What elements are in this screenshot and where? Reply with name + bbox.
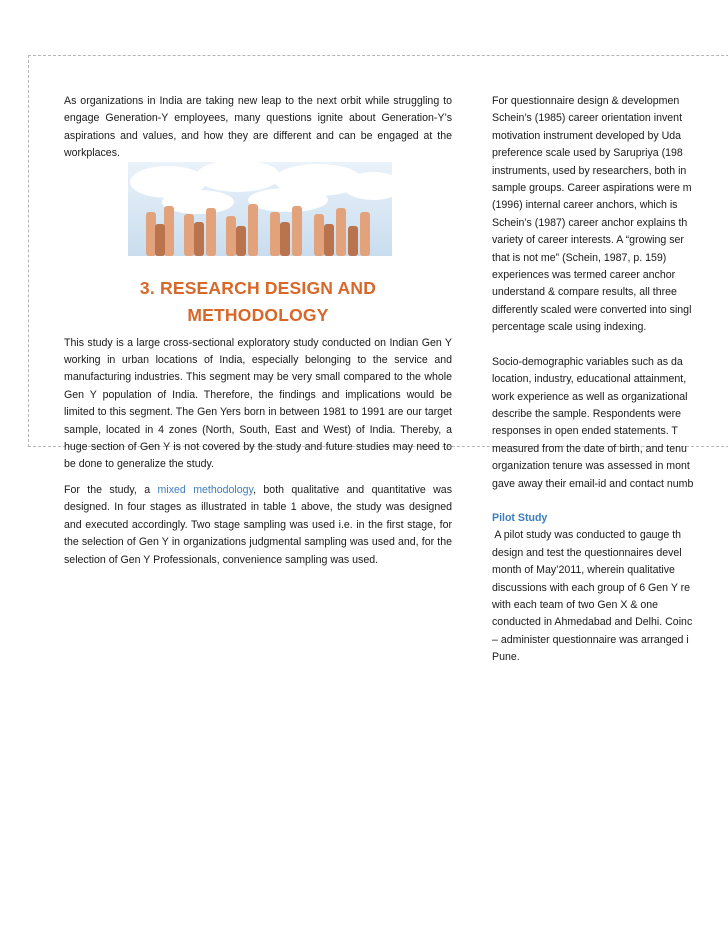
text-line: sample groups. Career aspirations were m (492, 182, 692, 195)
text-line: variety of career interests. A “growing ser (492, 234, 684, 247)
text-line: Schein’s (1985) career orientation invent (492, 112, 683, 125)
text-line: conducted in Ahmedabad and Delhi. Coinc (492, 616, 693, 629)
methodology-paragraph (64, 482, 452, 569)
text-line: instruments, used by researchers, both in (492, 164, 687, 177)
pilot-study-paragraph (492, 527, 728, 666)
text-line: percentage scale using indexing. (492, 321, 647, 334)
intro-paragraph: As organizations in India are taking new leap to the next orbit while struggling to engage Generation-Y employees, many questions ignite about Generation-Y’s aspirations and values, and how they are different and can be engaged at the workplaces. (64, 95, 452, 160)
text-line: discussions with each group of 6 Gen Y re (492, 581, 691, 594)
right-column (492, 93, 728, 667)
text-line: Socio-demographic variables such as da (492, 355, 683, 368)
text-line: – administer questionnaire was arranged i (492, 633, 689, 646)
text-line: measured from the date of birth, and tenu (492, 442, 687, 455)
study-paragraph: This study is a large cross-sectional exploratory study conducted on Indian Gen Y working in urban locations of India, especially belonging to the service and manufacturing industries. This segment may be very small compared to the whole Gen Y population of India. Therefore, the findings and implications would be limited to this segment. The Gen Yers born in between 1981 to 1991 are our target sample, located in 4 zones (North, South, East and West) of India. Thereby, a huge section of Gen Y is not covered by the study and future studies may need to be done to generalize the study. (64, 336, 452, 471)
socio-demographic-paragraph (492, 354, 728, 493)
text-line: Pune. (492, 651, 520, 664)
pilot-study-heading: Pilot Study (492, 511, 548, 524)
text-line: location, industry, educational attainment, (492, 373, 687, 386)
text-line: month of May’2011, wherein qualitative (492, 564, 675, 577)
text-line: motivation instrument developed by Uda (492, 129, 682, 142)
methodology-text-end: , both qualitative and quantitative was designed. In four stages as illustrated in table 1 above, the study was designed and executed accordingly. Two stage sampling was used i.e. in the first stage, for the selection of Gen Y in organizations judgmental sampling was used and, for the selection of Gen Y Professionals, convenience sampling was used. (64, 483, 452, 566)
text-line: with each team of two Gen X & one (492, 598, 659, 611)
text-line: (1996) internal career anchors, which is (492, 199, 678, 212)
questionnaire-paragraph (492, 93, 728, 337)
text-line: Schein’s (1987) career anchor explains th (492, 216, 688, 229)
text-line: responses in open ended statements. T (492, 425, 678, 438)
text-line: work experience as well as organizational (492, 390, 688, 403)
text-line: differently scaled were converted into singl (492, 303, 692, 316)
text-line: design and test the questionnaires devel (492, 546, 682, 559)
methodology-text-start: For the study, a (64, 483, 158, 496)
text-line: preference scale used by Sarupriya (198 (492, 147, 683, 160)
text-line: that is not me” (Schein, 1987, p. 159) (492, 251, 667, 264)
text-line: For questionnaire design & developmen (492, 95, 680, 107)
section-heading (64, 275, 452, 329)
text-line: understand & compare results, all three (492, 286, 677, 299)
text-line: A pilot study was conducted to gauge th (492, 529, 682, 542)
mixed-methodology-link[interactable]: mixed methodology (157, 483, 254, 496)
text-line: gave away their email-id and contact numb (492, 477, 694, 490)
text-line: organization tenure was assessed in mont (492, 460, 690, 473)
text-line: experiences was termed career anchor (492, 269, 676, 282)
section-heading-line2: METHODOLOGY (187, 304, 329, 325)
text-line: describe the sample. Respondents were (492, 407, 682, 420)
section-heading-line1: 3. RESEARCH DESIGN AND (139, 277, 377, 298)
raised-hands-clouds-icon (128, 162, 392, 256)
